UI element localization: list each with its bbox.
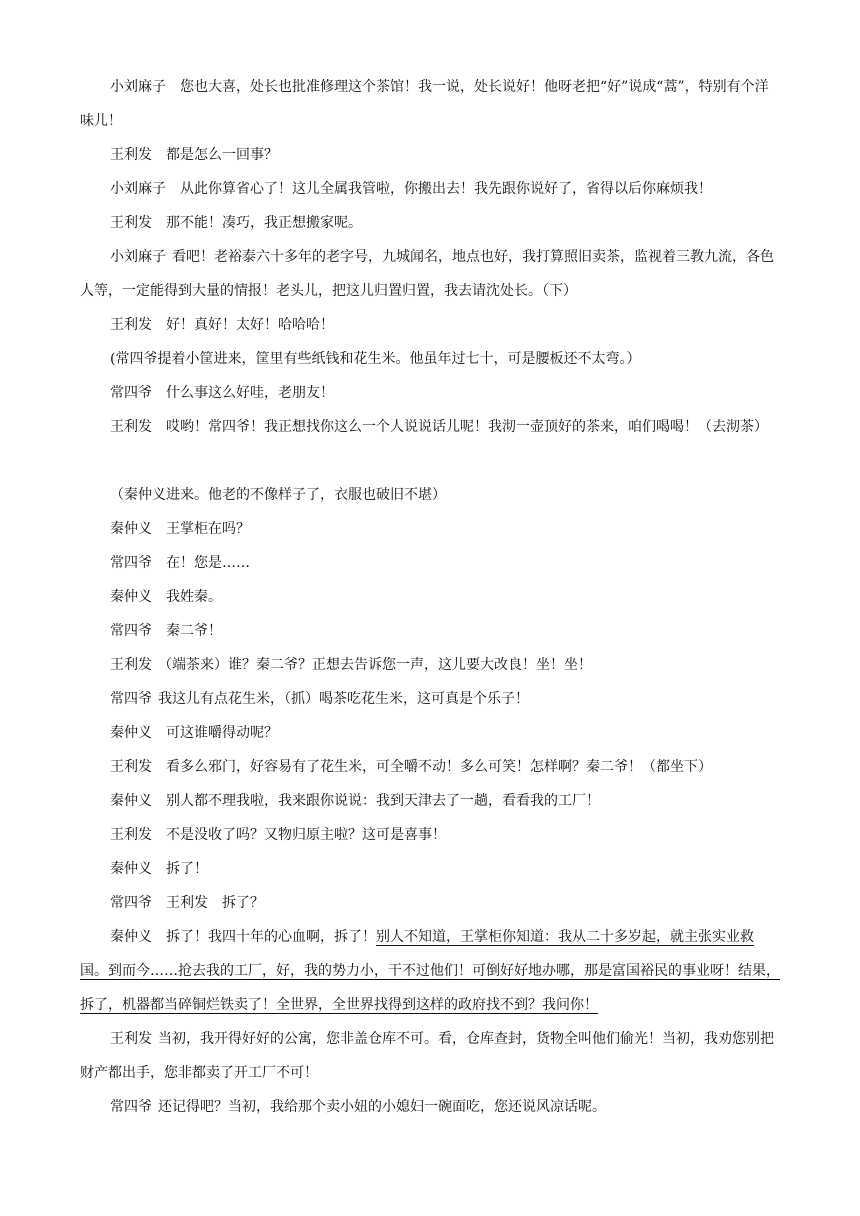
stage-text: （秦仲义进来。他老的不像样子了，衣服也破旧不堪）: [110, 487, 446, 503]
speaker-name: 王利发: [110, 1031, 152, 1047]
dialogue-line: [80, 648, 780, 682]
speaker-name: 小刘麻子: [110, 79, 166, 95]
stage-direction: [80, 342, 780, 376]
speaker-name: 常四爷: [110, 1099, 152, 1115]
speaker-name: 王利发: [110, 827, 152, 843]
speaker-name: 常四爷: [110, 385, 152, 401]
dialogue-line: [80, 138, 780, 172]
speaker-name: 常四爷: [110, 555, 152, 571]
stage-text: (常四爷提着小筐进来，筐里有些纸钱和花生米。他虽年过七十，可是腰板还不太弯。）: [110, 351, 641, 367]
line-text: 可这谁嚼得动呢？: [166, 725, 278, 741]
speaker-name: 王利发: [110, 317, 152, 333]
dialogue-line: [80, 1022, 780, 1090]
line-text: 秦二爷！: [166, 623, 222, 639]
line-text: 当初，我开得好好的公寓，您非盖仓库不可。看，仓库查封，货物全叫他们偷光！当初，我劝您别把财产都出手，您非都卖了开工厂不可！: [80, 1031, 774, 1081]
line-text: 都是怎么一回事？: [166, 147, 278, 163]
speaker-name: 常四爷: [110, 623, 152, 639]
dialogue-line: [80, 308, 780, 342]
dialogue-line: [80, 750, 780, 784]
speaker-name: 王利发: [110, 147, 152, 163]
line-text: 从此你算省心了！这儿全属我管啦，你搬出去！我先跟你说好了，省得以后你麻烦我！: [180, 181, 712, 197]
dialogue-line: [80, 886, 780, 920]
dialogue-line: [80, 410, 780, 444]
line-text: （端茶来）谁？秦二爷？正想去告诉您一声，这儿要大改良！坐！坐！: [158, 657, 592, 673]
speaker-name: 王利发: [110, 215, 152, 231]
line-text: 看多么邪门，好容易有了花生米，可全嚼不动！多么可笑！怎样啊？秦二爷！（都坐下）: [166, 759, 712, 775]
dialogue-line: [80, 206, 780, 240]
speaker-name: 王利发: [110, 419, 152, 435]
dialogue-line: [80, 682, 780, 716]
line-text: 拆了！: [166, 861, 208, 877]
speaker-name: 王利发: [110, 657, 152, 673]
line-text: 好！真好！太好！哈哈哈！: [166, 317, 334, 333]
dialogue-line: [80, 920, 780, 1022]
dialogue-line: [80, 1090, 780, 1124]
speaker-name: 小刘麻子: [110, 249, 166, 265]
speaker-name: 秦仲义: [110, 929, 152, 945]
line-text: 不是没收了吗？又物归原主啦？这可是喜事！: [166, 827, 446, 843]
stage-direction: [80, 478, 780, 512]
line-text: 别人都不理我啦，我来跟你说说：我到天津去了一趟，看看我的工厂！: [166, 793, 600, 809]
speaker-name: 常四爷 王利发: [110, 895, 208, 911]
line-text: 拆了！我四十年的心血啊，拆了！: [166, 929, 376, 945]
dialogue-line: [80, 614, 780, 648]
line-text: 还记得吧？当初，我给那个卖小妞的小媳妇一碗面吃，您还说风凉话呢。: [158, 1099, 606, 1115]
dialogue-line: [80, 546, 780, 580]
underlined-passage: 别人不知道，王掌柜你知道：我从二十多岁起，就主张实业救国。到而今……抢去我的工厂，好，我的势力小，干不过他们！可倒好好地办哪，那是富国裕民的事业呀！结果，拆了，机器都当碎铜烂铁卖了！全世界，全世界找得到这样的政府找不到？我问你！: [80, 929, 780, 1013]
speaker-name: 王利发: [110, 759, 152, 775]
speaker-name: 秦仲义: [110, 793, 152, 809]
dialogue-line: [80, 818, 780, 852]
line-text: 我这儿有点花生米，（抓）喝茶吃花生米，这可真是个乐子！: [158, 691, 529, 707]
speaker-name: 秦仲义: [110, 725, 152, 741]
speaker-name: 秦仲义: [110, 861, 152, 877]
line-text: 您也大喜，处长也批准修理这个茶馆！我一说，处长说好！他呀老把“好”说成“蒿”，特别有个洋味儿！: [80, 79, 769, 129]
dialogue-line: [80, 512, 780, 546]
line-text: 王掌柜在吗？: [166, 521, 250, 537]
speaker-name: 常四爷: [110, 691, 152, 707]
line-text: 我姓秦。: [166, 589, 222, 605]
line-text: 什么事这么好哇，老朋友！: [166, 385, 334, 401]
dialogue-line: [80, 376, 780, 410]
line-text: 在！您是……: [166, 555, 250, 571]
speaker-name: 秦仲义: [110, 589, 152, 605]
line-text: 拆了？: [222, 895, 264, 911]
dialogue-line: [80, 784, 780, 818]
speaker-name: 秦仲义: [110, 521, 152, 537]
line-text: 看吧！老裕泰六十多年的老字号，九城闻名，地点也好，我打算照旧卖茶，监视着三教九流，各色人等，一定能得到大量的情报！老头儿，把这儿归置归置，我去请沈处长。（下）: [80, 249, 774, 299]
line-text: 哎哟！常四爷！我正想找你这么一个人说说话儿呢！我沏一壶顶好的茶来，咱们喝喝！（去沏茶）: [166, 419, 768, 435]
dialogue-line: [80, 716, 780, 750]
dialogue-line: [80, 172, 780, 206]
line-text: 那不能！凑巧，我正想搬家呢。: [166, 215, 362, 231]
dialogue-line: [80, 852, 780, 886]
dialogue-line: [80, 70, 780, 138]
dialogue-line: [80, 580, 780, 614]
speaker-name: 小刘麻子: [110, 181, 166, 197]
dialogue-line: [80, 240, 780, 308]
